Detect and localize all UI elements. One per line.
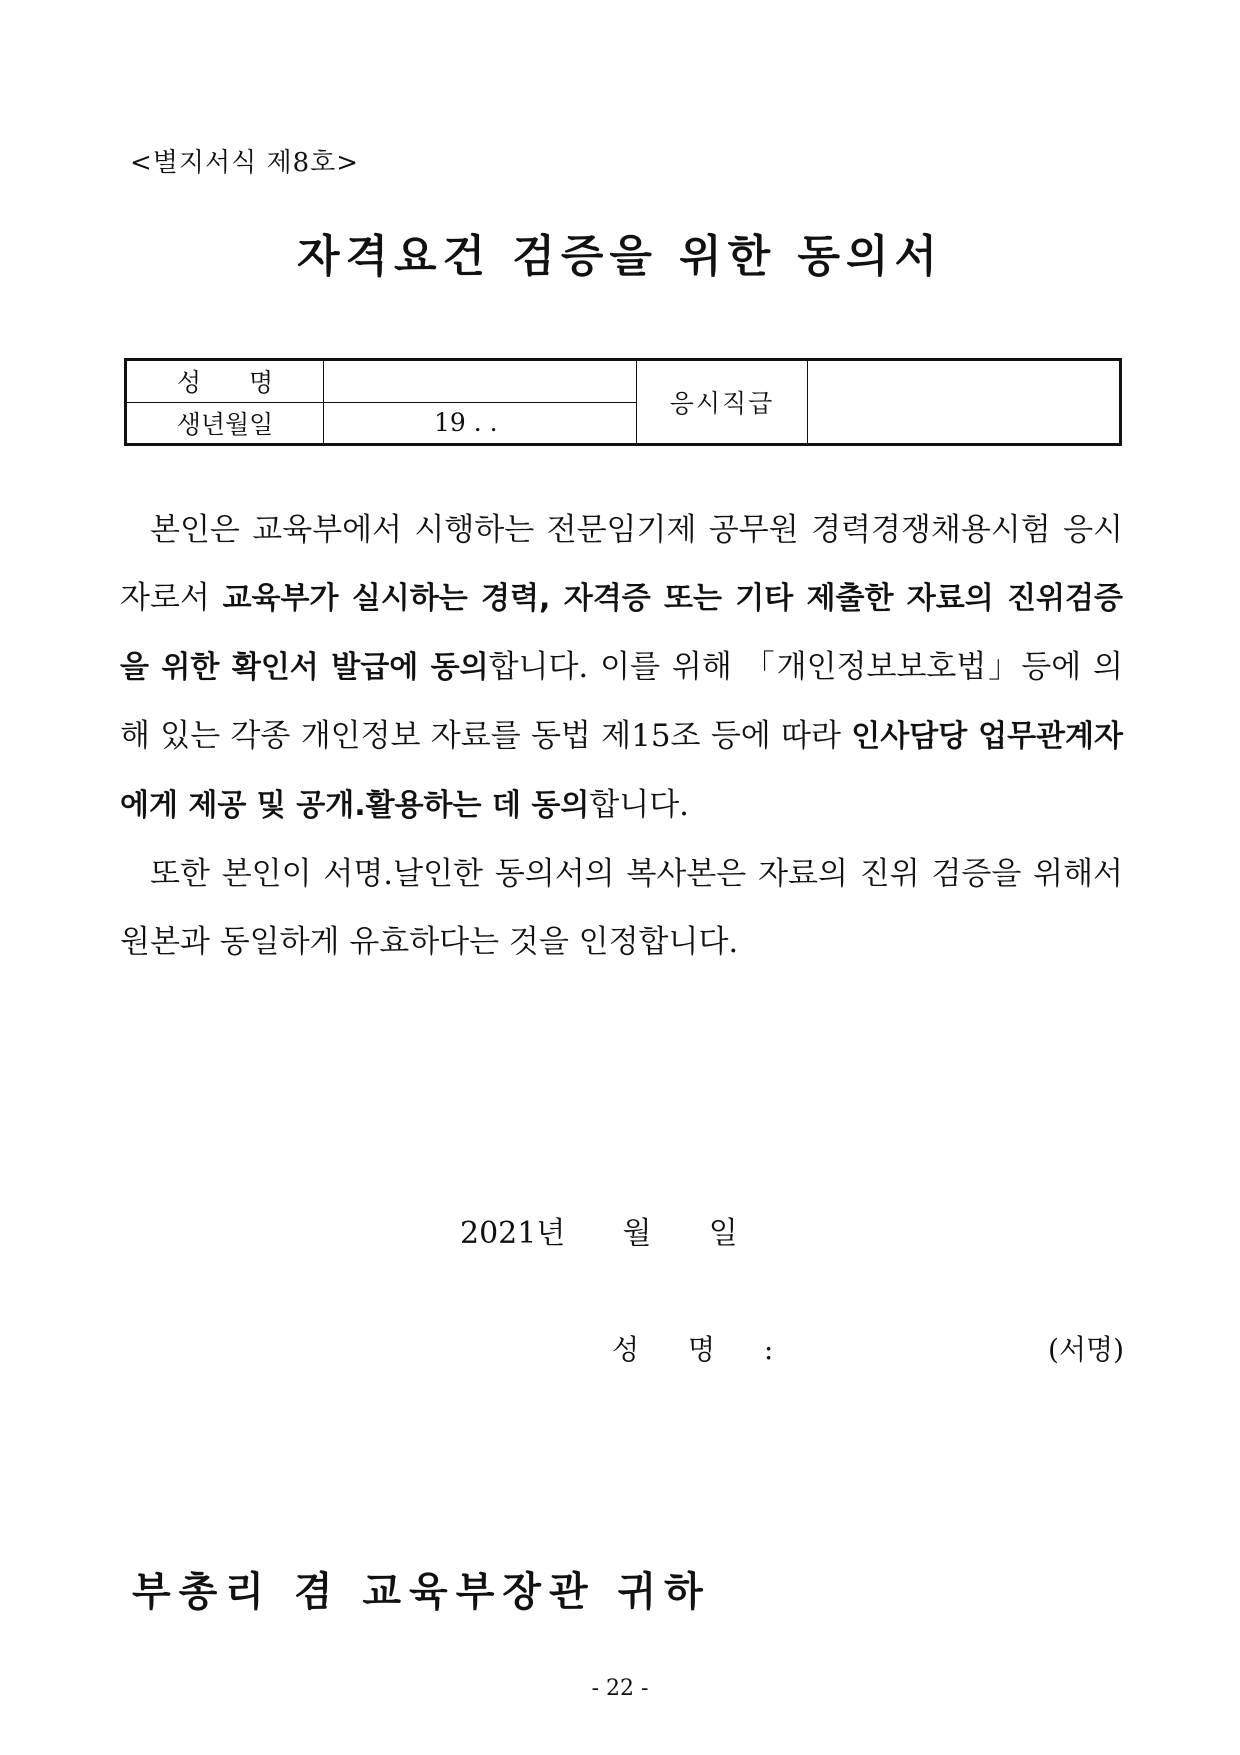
consent-body bbox=[120, 496, 1123, 976]
signature-name-label: 성 명 : bbox=[612, 1333, 794, 1366]
paragraph1-text-2: 합니다. 이를 위해 「개인정보보호법」등에 의해 있는 각종 개인정보 자료를 동법 제15조 등에 따라 bbox=[120, 649, 1123, 754]
paragraph1-bold-2: 인사담당 업무관계자에게 제공 및 공개.활용하는 데 동의 bbox=[120, 719, 1123, 823]
paragraph1-text-1: 본인은 교육부에서 시행하는 전문임기제 공무원 경력경쟁채용시험 응시자로서 bbox=[120, 512, 1123, 616]
page-number: - 22 - bbox=[591, 1676, 649, 1701]
birth-value-field[interactable]: 19 . . bbox=[324, 402, 637, 445]
document-title: 자격요건 검증을 위한 동의서 bbox=[296, 231, 943, 282]
date-line: 2021년 월 일 bbox=[460, 1216, 738, 1251]
consent-paragraph-1 bbox=[120, 496, 1123, 840]
paragraph1-bold-1: 교육부가 실시하는 경력, 자격증 또는 기타 제출한 자료의 진위검증을 위한 확인서 발급에 동의 bbox=[120, 581, 1123, 685]
paragraph1-text-3: 합니다. bbox=[589, 787, 690, 823]
addressee: 부총리 겸 교육부장관 귀하 bbox=[132, 1569, 711, 1615]
signature-line bbox=[612, 1328, 1124, 1368]
form-code: <별지서식 제8호> bbox=[130, 148, 360, 178]
grade-value-field[interactable] bbox=[808, 360, 1121, 445]
applicant-info-table bbox=[124, 358, 1122, 446]
consent-paragraph-2: 또한 본인이 서명.날인한 동의서의 복사본은 자료의 진위 검증을 위해서 원본과 동일하게 유효하다는 것을 인정합니다. bbox=[120, 856, 1123, 960]
birth-label: 생년월일 bbox=[126, 402, 324, 445]
signature-mark: (서명) bbox=[1048, 1333, 1124, 1366]
name-value-field[interactable] bbox=[324, 360, 637, 403]
grade-label: 응시직급 bbox=[637, 360, 808, 445]
name-label: 성명 bbox=[126, 360, 324, 403]
